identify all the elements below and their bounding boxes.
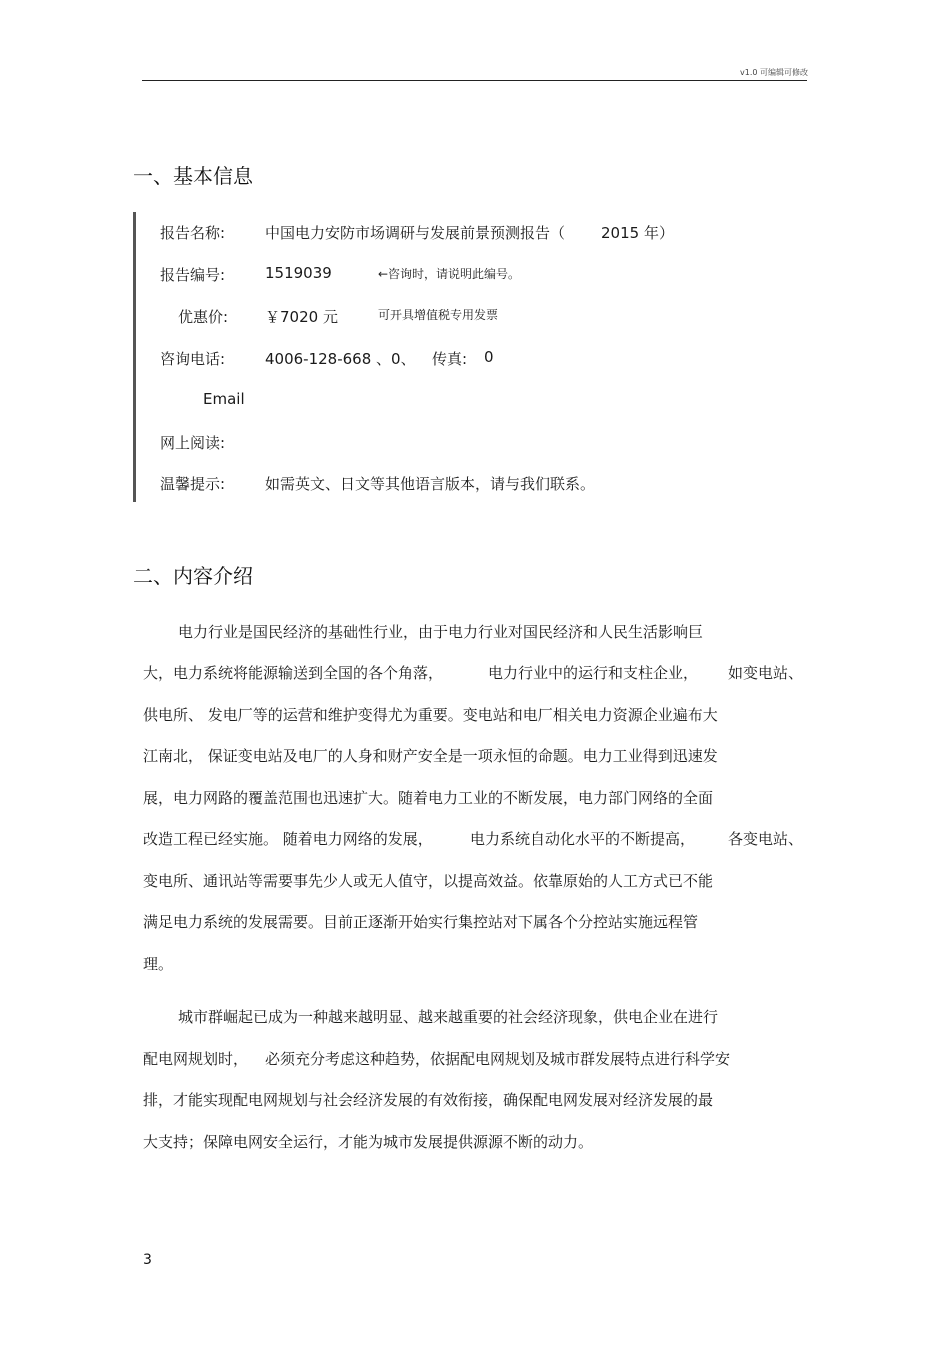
phone-label: 咨询电话: [160,350,226,368]
para1-line: 电力行业中的运行和支柱企业， [488,664,699,682]
para1-line: 供电所、 发电厂等的运营和维护变得尤为重要。变电站和电厂相关电力资源企业遍布大 [143,706,718,724]
page-number: 3 [143,1252,152,1268]
para2-line: 排，才能实现配电网规划与社会经济发展的有效衔接，确保配电网发展对经济发展的最 [143,1091,714,1109]
report-no-value: 1519039 [265,264,332,282]
para1-line: 变电所、通讯站等需要事先少人或无人值守，以提高效益。依靠原始的人工方式已不能 [143,872,714,890]
info-block-bar [133,212,136,502]
para1-line: 电力系统自动化水平的不断提高， [470,830,696,848]
para1-line: 改造工程已经实施。 随着电力网络的发展， [143,830,433,848]
para1-line: 电力行业是国民经济的基础性行业，由于电力行业对国民经济和人民生活影响巨 [178,623,704,641]
report-year: 2015 年） [601,224,674,242]
email-label: Email [203,390,245,408]
report-no-label: 报告编号: [160,266,226,284]
para2-line: 大支持；保障电网安全运行，才能为城市发展提供源源不断的动力。 [143,1133,594,1151]
price-note: 可开具增值税专用发票 [378,308,499,322]
header-divider [142,80,807,81]
online-reading-label: 网上阅读: [160,434,226,452]
price-label: 优惠价: [178,308,229,326]
section1-title: 一、基本信息 [133,164,253,188]
para1-line: 大，电力系统将能源输送到全国的各个角落， [143,664,444,682]
tip-label: 温馨提示: [160,475,226,493]
report-no-note: ←咨询时，请说明此编号。 [378,267,521,281]
para2-line: 城市群崛起已成为一种越来越明显、越来越重要的社会经济现象，供电企业在进行 [178,1008,719,1026]
phone-value: 4006-128-668 、0、 [265,350,416,368]
report-name-label: 报告名称: [160,224,226,242]
para1-line: 江南北， 保证变电站及电厂的人身和财产安全是一项永恒的命题。电力工业得到迅速发 [143,747,718,765]
price-value: ￥7020 元 [265,308,338,326]
fax-label: 传真: [432,350,468,368]
tip-value: 如需英文、日文等其他语言版本，请与我们联系。 [265,475,596,493]
para1-line: 展，电力网路的覆盖范围也迅速扩大。随着电力工业的不断发展，电力部门网络的全面 [143,789,714,807]
report-name-value: 中国电力安防市场调研与发展前景预测报告（ [265,224,566,242]
para1-line: 理。 [143,955,174,973]
para1-line: 满足电力系统的发展需要。目前正逐渐开始实行集控站对下属各个分控站实施远程管 [143,913,699,931]
header-version-note: v1.0 可编辑可修改 [740,68,808,77]
para1-line: 如变电站、 [728,664,804,682]
section2-title: 二、内容介绍 [133,564,253,588]
para2-line: 必须充分考虑这种趋势，依据配电网规划及城市群发展特点进行科学安 [265,1050,731,1068]
fax-value: 0 [484,348,494,366]
para1-line: 各变电站、 [728,830,804,848]
para2-line: 配电网规划时， [143,1050,249,1068]
